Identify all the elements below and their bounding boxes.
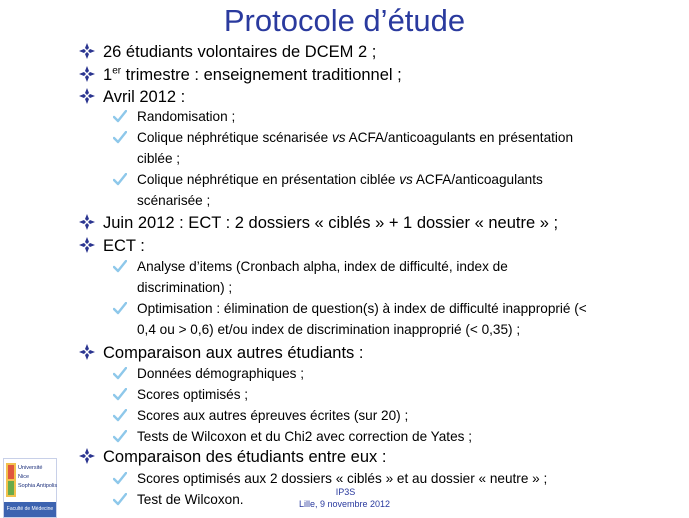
- slide-title: Protocole d’étude: [223, 3, 466, 38]
- list-item-text: 1er trimestre : enseignement traditionnel ;: [103, 65, 402, 84]
- sub-item-text-cont: discrimination) ;: [137, 279, 233, 295]
- sub-item-text: Données démographiques ;: [137, 366, 305, 381]
- logo-word-2: Nice: [18, 474, 30, 480]
- sub-item-text: Scores optimisés aux 2 dossiers « ciblés » et au dossier « neutre » ;: [137, 471, 548, 486]
- logo-word-1: Université: [18, 465, 43, 471]
- sub-item-text: Optimisation : élimination de question(s) à index de difficulté inapproprié (<: [137, 301, 587, 316]
- check-bullet-icon: [113, 388, 127, 401]
- list-item-text: Comparaison aux autres étudiants :: [103, 344, 364, 362]
- check-bullet-icon: [113, 472, 127, 485]
- check-bullet-icon: [113, 367, 127, 380]
- sub-item-text-cont: 0,4 ou > 0,6) et/ou index de discrimination inapproprié (< 0,35) ;: [137, 321, 521, 337]
- list-item-text: Avril 2012 :: [103, 88, 186, 106]
- sub-item-text: Scores aux autres épreuves écrites (sur 20) ;: [137, 408, 409, 423]
- diamond-bullet-icon: [79, 237, 95, 253]
- sub-item-text: Colique néphrétique en présentation ciblée vs ACFA/anticoagulants: [137, 172, 543, 187]
- sub-item-text: Scores optimisés ;: [137, 387, 249, 402]
- check-bullet-icon: [113, 302, 127, 315]
- logo-word-3: Sophia Antipolis: [18, 483, 58, 489]
- diamond-bullet-icon: [79, 448, 95, 464]
- check-bullet-icon: [113, 409, 127, 422]
- diamond-bullet-icon: [79, 344, 95, 360]
- diamond-bullet-icon: [79, 43, 95, 59]
- footer-date: Lille, 9 novembre 2012: [298, 499, 391, 509]
- logo-faculty-bar: Faculté de Médecine: [4, 502, 56, 517]
- list-item-text: ECT :: [103, 237, 145, 255]
- check-bullet-icon: [113, 110, 127, 123]
- list-item-text: Comparaison des étudiants entre eux :: [103, 448, 387, 466]
- university-logo: [3, 458, 57, 518]
- check-bullet-icon: [113, 430, 127, 443]
- sub-item-text-cont: ciblée ;: [137, 150, 181, 166]
- list-item-text: Juin 2012 : ECT : 2 dossiers « ciblés » + 1 dossier « neutre » ;: [103, 214, 559, 232]
- slide-footer: [0, 486, 689, 510]
- sub-item-text: Tests de Wilcoxon et du Chi2 avec correction de Yates ;: [137, 429, 472, 444]
- sub-item-text: Randomisation ;: [137, 109, 236, 124]
- list-item-text: 26 étudiants volontaires de DCEM 2 ;: [103, 43, 377, 61]
- sub-item-text: Test de Wilcoxon.: [137, 492, 244, 507]
- check-bullet-icon: [113, 260, 127, 273]
- check-bullet-icon: [113, 173, 127, 186]
- sub-item-text-cont: scénarisée ;: [137, 192, 211, 208]
- sub-item-text: Analyse d’items (Cronbach alpha, index de difficulté, index de: [137, 259, 508, 274]
- diamond-bullet-icon: [79, 214, 95, 230]
- sub-item-text: Colique néphrétique scénarisée vs ACFA/anticoagulants en présentation: [137, 130, 574, 145]
- diamond-bullet-icon: [79, 88, 95, 104]
- diamond-bullet-icon: [79, 66, 95, 82]
- footer-event: IP3S: [335, 487, 356, 497]
- check-bullet-icon: [113, 131, 127, 144]
